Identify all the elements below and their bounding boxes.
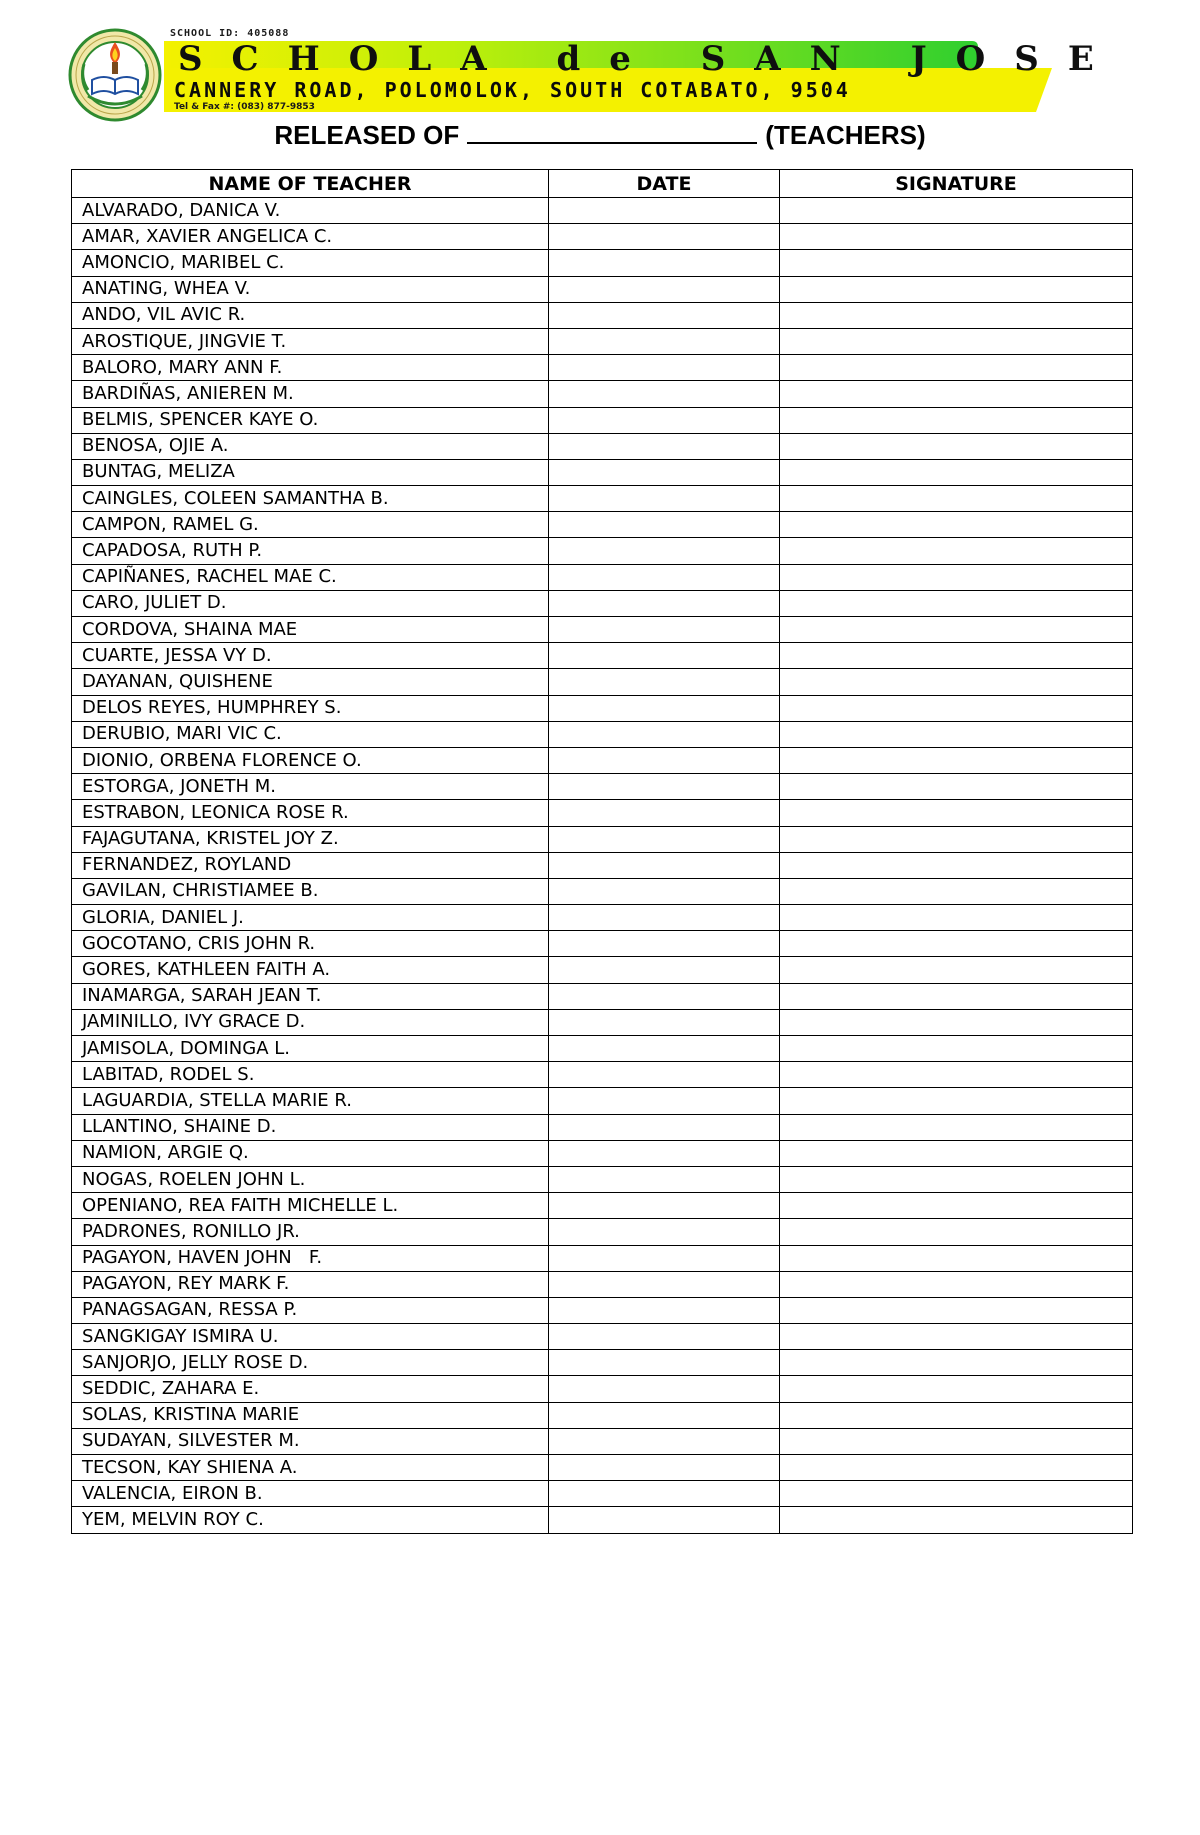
signature-cell[interactable]: [780, 302, 1133, 328]
teacher-name-cell: AMAR, XAVIER ANGELICA C.: [72, 224, 549, 250]
date-cell[interactable]: [549, 669, 780, 695]
date-cell[interactable]: [549, 617, 780, 643]
date-cell[interactable]: [549, 224, 780, 250]
teacher-name-cell: ALVARADO, DANICA V.: [72, 198, 549, 224]
signature-cell[interactable]: [780, 1271, 1133, 1297]
teacher-name-cell: LABITAD, RODEL S.: [72, 1062, 549, 1088]
table-row: [72, 826, 1133, 852]
teacher-name-cell: BELMIS, SPENCER KAYE O.: [72, 407, 549, 433]
table-row: [72, 486, 1133, 512]
date-cell[interactable]: [549, 695, 780, 721]
signature-cell[interactable]: [780, 826, 1133, 852]
school-name: SCHOLA de SAN JOSE: [178, 39, 1123, 79]
teacher-name-cell: NAMION, ARGIE Q.: [72, 1140, 549, 1166]
teacher-name-cell: FAJAGUTANA, KRISTEL JOY Z.: [72, 826, 549, 852]
signature-cell[interactable]: [780, 931, 1133, 957]
teacher-name-cell: DAYANAN, QUISHENE: [72, 669, 549, 695]
table-row: [72, 617, 1133, 643]
date-cell[interactable]: [549, 1455, 780, 1481]
table-row: [72, 1219, 1133, 1245]
date-cell[interactable]: [549, 1324, 780, 1350]
date-cell[interactable]: [549, 538, 780, 564]
school-seal-icon: [68, 28, 162, 122]
signature-cell[interactable]: [780, 486, 1133, 512]
table-row: [72, 1350, 1133, 1376]
table-row: [72, 459, 1133, 485]
header-name-of-teacher: NAME OF TEACHER: [72, 170, 549, 198]
table-row: [72, 276, 1133, 302]
teacher-name-cell: TECSON, KAY SHIENA A.: [72, 1455, 549, 1481]
date-cell[interactable]: [549, 1428, 780, 1454]
table-row: [72, 1376, 1133, 1402]
signature-cell[interactable]: [780, 669, 1133, 695]
date-cell[interactable]: [549, 590, 780, 616]
table-row: [72, 1507, 1133, 1533]
date-cell[interactable]: [549, 643, 780, 669]
date-cell[interactable]: [549, 1350, 780, 1376]
signature-cell[interactable]: [780, 1428, 1133, 1454]
date-cell[interactable]: [549, 1219, 780, 1245]
date-cell[interactable]: [549, 878, 780, 904]
signature-cell[interactable]: [780, 381, 1133, 407]
header-signature: SIGNATURE: [780, 170, 1133, 198]
date-cell[interactable]: [549, 931, 780, 957]
teacher-name-cell: GOCOTANO, CRIS JOHN R.: [72, 931, 549, 957]
teacher-name-cell: GLORIA, DANIEL J.: [72, 905, 549, 931]
date-cell[interactable]: [549, 1245, 780, 1271]
signature-cell[interactable]: [780, 1088, 1133, 1114]
teacher-name-cell: NOGAS, ROELEN JOHN L.: [72, 1166, 549, 1192]
table-row: [72, 905, 1133, 931]
date-cell[interactable]: [549, 1140, 780, 1166]
date-cell[interactable]: [549, 433, 780, 459]
teacher-name-cell: BUNTAG, MELIZA: [72, 459, 549, 485]
table-row: [72, 564, 1133, 590]
signature-cell[interactable]: [780, 852, 1133, 878]
teacher-name-cell: AROSTIQUE, JINGVIE T.: [72, 328, 549, 354]
signature-cell[interactable]: [780, 1297, 1133, 1323]
table-row: [72, 433, 1133, 459]
signature-cell[interactable]: [780, 774, 1133, 800]
date-cell[interactable]: [549, 250, 780, 276]
teacher-name-cell: CAMPON, RAMEL G.: [72, 512, 549, 538]
signature-cell[interactable]: [780, 905, 1133, 931]
table-row: [72, 1193, 1133, 1219]
signature-cell[interactable]: [780, 459, 1133, 485]
teacher-name-cell: GAVILAN, CHRISTIAMEE B.: [72, 878, 549, 904]
date-cell[interactable]: [549, 1481, 780, 1507]
signature-cell[interactable]: [780, 721, 1133, 747]
table-row: [72, 1455, 1133, 1481]
teacher-name-cell: OPENIANO, REA FAITH MICHELLE L.: [72, 1193, 549, 1219]
date-cell[interactable]: [549, 381, 780, 407]
school-contact: Tel & Fax #: (083) 877-9853: [174, 102, 315, 112]
signature-cell[interactable]: [780, 564, 1133, 590]
date-cell[interactable]: [549, 1088, 780, 1114]
table-row: [72, 1062, 1133, 1088]
date-cell[interactable]: [549, 1193, 780, 1219]
teacher-name-cell: CUARTE, JESSA VY D.: [72, 643, 549, 669]
teacher-name-cell: INAMARGA, SARAH JEAN T.: [72, 983, 549, 1009]
table-row: [72, 302, 1133, 328]
table-row: [72, 198, 1133, 224]
teacher-name-cell: PADRONES, RONILLO JR.: [72, 1219, 549, 1245]
teacher-name-cell: SEDDIC, ZAHARA E.: [72, 1376, 549, 1402]
date-cell[interactable]: [549, 1009, 780, 1035]
signature-cell[interactable]: [780, 1062, 1133, 1088]
signature-cell[interactable]: [780, 747, 1133, 773]
table-row: [72, 1245, 1133, 1271]
signature-cell[interactable]: [780, 1036, 1133, 1062]
date-cell[interactable]: [549, 905, 780, 931]
date-cell[interactable]: [549, 721, 780, 747]
date-cell[interactable]: [549, 1271, 780, 1297]
date-cell[interactable]: [549, 1036, 780, 1062]
table-row: [72, 407, 1133, 433]
teacher-name-cell: VALENCIA, EIRON B.: [72, 1481, 549, 1507]
header-date: DATE: [549, 170, 780, 198]
teacher-name-cell: CAPIÑANES, RACHEL MAE C.: [72, 564, 549, 590]
signature-cell[interactable]: [780, 1219, 1133, 1245]
signature-cell[interactable]: [780, 328, 1133, 354]
signature-cell[interactable]: [780, 198, 1133, 224]
date-cell[interactable]: [549, 1402, 780, 1428]
signature-cell[interactable]: [780, 1114, 1133, 1140]
teacher-name-cell: SUDAYAN, SILVESTER M.: [72, 1428, 549, 1454]
date-cell[interactable]: [549, 564, 780, 590]
table-row: [72, 983, 1133, 1009]
teacher-name-cell: JAMISOLA, DOMINGA L.: [72, 1036, 549, 1062]
table-row: [72, 355, 1133, 381]
date-cell[interactable]: [549, 1114, 780, 1140]
table-row: [72, 1402, 1133, 1428]
date-cell[interactable]: [549, 407, 780, 433]
signature-cell[interactable]: [780, 1507, 1133, 1533]
signature-cell[interactable]: [780, 1350, 1133, 1376]
signature-cell[interactable]: [780, 1376, 1133, 1402]
signature-cell[interactable]: [780, 1009, 1133, 1035]
teacher-name-cell: PAGAYON, HAVEN JOHN F.: [72, 1245, 549, 1271]
table-row: [72, 538, 1133, 564]
document-title: [0, 120, 1200, 151]
signature-cell[interactable]: [780, 1140, 1133, 1166]
signature-cell[interactable]: [780, 433, 1133, 459]
teacher-name-cell: BALORO, MARY ANN F.: [72, 355, 549, 381]
date-cell[interactable]: [549, 198, 780, 224]
signature-cell[interactable]: [780, 800, 1133, 826]
teacher-name-cell: SANGKIGAY ISMIRA U.: [72, 1324, 549, 1350]
signature-cell[interactable]: [780, 983, 1133, 1009]
signature-cell[interactable]: [780, 617, 1133, 643]
table-row: [72, 957, 1133, 983]
teacher-name-cell: LAGUARDIA, STELLA MARIE R.: [72, 1088, 549, 1114]
table-row: [72, 1140, 1133, 1166]
table-row: [72, 1088, 1133, 1114]
teacher-name-cell: CORDOVA, SHAINA MAE: [72, 617, 549, 643]
date-cell[interactable]: [549, 1062, 780, 1088]
school-address: CANNERY ROAD, POLOMOLOK, SOUTH COTABATO, 9504: [174, 78, 851, 102]
date-cell[interactable]: [549, 1376, 780, 1402]
date-cell[interactable]: [549, 852, 780, 878]
date-cell[interactable]: [549, 302, 780, 328]
date-cell[interactable]: [549, 512, 780, 538]
table-row: [72, 1297, 1133, 1323]
table-row: [72, 1481, 1133, 1507]
table-row: [72, 852, 1133, 878]
signature-cell[interactable]: [780, 1193, 1133, 1219]
table-header-row: [72, 170, 1133, 198]
date-cell[interactable]: [549, 826, 780, 852]
table-row: [72, 250, 1133, 276]
table-row: [72, 1036, 1133, 1062]
table-row: [72, 224, 1133, 250]
signature-cell[interactable]: [780, 957, 1133, 983]
teacher-name-cell: JAMINILLO, IVY GRACE D.: [72, 1009, 549, 1035]
table-row: [72, 1324, 1133, 1350]
teacher-name-cell: FERNANDEZ, ROYLAND: [72, 852, 549, 878]
title-prefix: RELEASED OF: [274, 120, 460, 150]
table-row: [72, 1009, 1133, 1035]
table-body: [72, 198, 1133, 1534]
signature-cell[interactable]: [780, 1481, 1133, 1507]
date-cell[interactable]: [549, 355, 780, 381]
date-cell[interactable]: [549, 1166, 780, 1192]
title-blank-line: [467, 120, 757, 144]
table-row: [72, 800, 1133, 826]
teacher-name-cell: PAGAYON, REY MARK F.: [72, 1271, 549, 1297]
teacher-name-cell: ESTRABON, LEONICA ROSE R.: [72, 800, 549, 826]
signature-cell[interactable]: [780, 538, 1133, 564]
teacher-name-cell: PANAGSAGAN, RESSA P.: [72, 1297, 549, 1323]
teacher-name-cell: DERUBIO, MARI VIC C.: [72, 721, 549, 747]
signature-cell[interactable]: [780, 1402, 1133, 1428]
teacher-name-cell: BENOSA, OJIE A.: [72, 433, 549, 459]
date-cell[interactable]: [549, 276, 780, 302]
teacher-name-cell: DIONIO, ORBENA FLORENCE O.: [72, 747, 549, 773]
date-cell[interactable]: [549, 486, 780, 512]
signature-cell[interactable]: [780, 878, 1133, 904]
table-row: [72, 774, 1133, 800]
teacher-name-cell: DELOS REYES, HUMPHREY S.: [72, 695, 549, 721]
teacher-name-cell: SANJORJO, JELLY ROSE D.: [72, 1350, 549, 1376]
table-row: [72, 381, 1133, 407]
table-row: [72, 669, 1133, 695]
table-row: [72, 590, 1133, 616]
signature-cell[interactable]: [780, 276, 1133, 302]
teacher-name-cell: GORES, KATHLEEN FAITH A.: [72, 957, 549, 983]
signature-cell[interactable]: [780, 1455, 1133, 1481]
table-row: [72, 328, 1133, 354]
signature-cell[interactable]: [780, 250, 1133, 276]
date-cell[interactable]: [549, 800, 780, 826]
date-cell[interactable]: [549, 747, 780, 773]
table-row: [72, 721, 1133, 747]
signature-cell[interactable]: [780, 695, 1133, 721]
table-row: [72, 695, 1133, 721]
table-row: [72, 747, 1133, 773]
signature-cell[interactable]: [780, 355, 1133, 381]
signature-cell[interactable]: [780, 590, 1133, 616]
signature-cell[interactable]: [780, 1324, 1133, 1350]
signature-cell[interactable]: [780, 1245, 1133, 1271]
letterhead: [68, 26, 1123, 122]
teacher-name-cell: LLANTINO, SHAINE D.: [72, 1114, 549, 1140]
date-cell[interactable]: [549, 1507, 780, 1533]
date-cell[interactable]: [549, 957, 780, 983]
teacher-name-cell: ANDO, VIL AVIC R.: [72, 302, 549, 328]
teacher-name-cell: YEM, MELVIN ROY C.: [72, 1507, 549, 1533]
table-row: [72, 1166, 1133, 1192]
table-row: [72, 643, 1133, 669]
teacher-name-cell: BARDIÑAS, ANIEREN M.: [72, 381, 549, 407]
date-cell[interactable]: [549, 459, 780, 485]
teacher-name-cell: SOLAS, KRISTINA MARIE: [72, 1402, 549, 1428]
date-cell[interactable]: [549, 983, 780, 1009]
date-cell[interactable]: [549, 1297, 780, 1323]
signature-cell[interactable]: [780, 643, 1133, 669]
teacher-name-cell: ANATING, WHEA V.: [72, 276, 549, 302]
table-row: [72, 1428, 1133, 1454]
signature-cell[interactable]: [780, 512, 1133, 538]
teacher-name-cell: CAPADOSA, RUTH P.: [72, 538, 549, 564]
teacher-release-table: [71, 169, 1133, 1534]
date-cell[interactable]: [549, 774, 780, 800]
table-row: [72, 931, 1133, 957]
title-suffix: (TEACHERS): [765, 120, 926, 150]
table-row: [72, 1114, 1133, 1140]
teacher-name-cell: CAINGLES, COLEEN SAMANTHA B.: [72, 486, 549, 512]
table-row: [72, 512, 1133, 538]
teacher-name-cell: CARO, JULIET D.: [72, 590, 549, 616]
school-id: SCHOOL ID: 405088: [170, 28, 290, 39]
signature-cell[interactable]: [780, 1166, 1133, 1192]
teacher-name-cell: AMONCIO, MARIBEL C.: [72, 250, 549, 276]
table-row: [72, 1271, 1133, 1297]
table-row: [72, 878, 1133, 904]
signature-cell[interactable]: [780, 407, 1133, 433]
signature-cell[interactable]: [780, 224, 1133, 250]
date-cell[interactable]: [549, 328, 780, 354]
teacher-name-cell: ESTORGA, JONETH M.: [72, 774, 549, 800]
